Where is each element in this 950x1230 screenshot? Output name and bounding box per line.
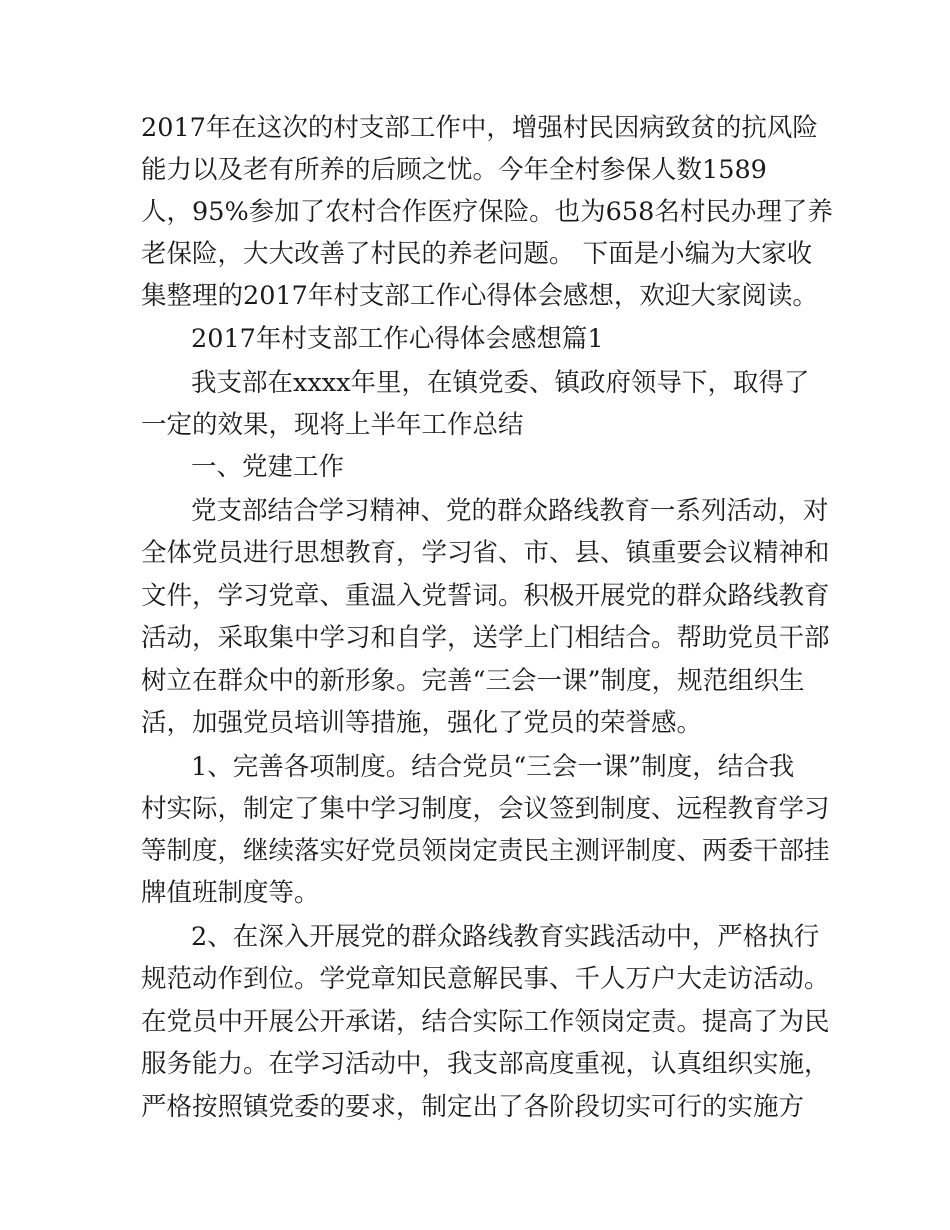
text-line: 人，95%参加了农村合作医疗保险。也为658名村民办理了养 xyxy=(141,197,833,227)
text-line: 树立在群众中的新形象。完善“三会一课”制度，规范组织生 xyxy=(141,666,805,696)
text-line: 2017年在这次的村支部工作中，增强村民因病致贫的抗风险 xyxy=(141,113,818,143)
text-line: 活，加强党员培训等措施，强化了党员的荣誉感。 xyxy=(141,708,703,738)
paragraph-start: 我支部在xxxx年里，在镇党委、镇政府领导下，取得了 xyxy=(191,368,810,398)
text-line: 牌值班制度等。 xyxy=(141,878,320,908)
text-line: 村实际，制定了集中学习制度，会议签到制度、远程教育学习 xyxy=(141,794,830,824)
paragraph-start: 1、完善各项制度。结合党员“三会一课”制度，结合我 xyxy=(191,752,795,782)
text-line: 严格按照镇党委的要求，制定出了各阶段切实可行的实施方 xyxy=(141,1092,805,1122)
text-line: 集整理的2017年村支部工作心得体会感想，欢迎大家阅读。 xyxy=(141,281,818,311)
paragraph-start: 2、在深入开展党的群众路线教育实践活动中，严格执行 xyxy=(191,922,820,952)
section-title: 2017年村支部工作心得体会感想篇1 xyxy=(191,324,604,354)
text-line: 全体党员进行思想教育，学习省、市、县、镇重要会议精神和 xyxy=(141,538,830,568)
text-line: 等制度，继续落实好党员领岗定责民主测评制度、两委干部挂 xyxy=(141,836,830,866)
text-line: 规范动作到位。学党章知民意解民事、千人万户大走访活动。 xyxy=(141,964,830,994)
text-line: 一定的效果，现将上半年工作总结 xyxy=(141,410,524,440)
text-line: 老保险，大大改善了村民的养老问题。 下面是小编为大家收 xyxy=(141,239,813,269)
heading: 一、党建工作 xyxy=(191,452,345,482)
paragraph-start: 党支部结合学习精神、党的群众路线教育一系列活动，对 xyxy=(191,496,829,526)
text-line: 活动，采取集中学习和自学，送学上门相结合。帮助党员干部 xyxy=(141,623,830,653)
text-line: 文件，学习党章、重温入党誓词。积极开展党的群众路线教育 xyxy=(141,581,830,611)
text-line: 能力以及老有所养的后顾之忧。今年全村参保人数1589 xyxy=(141,155,767,185)
text-line: 在党员中开展公开承诺，结合实际工作领岗定责。提高了为民 xyxy=(141,1007,830,1037)
text-line: 服务能力。在学习活动中，我支部高度重视，认真组织实施， xyxy=(141,1049,830,1079)
